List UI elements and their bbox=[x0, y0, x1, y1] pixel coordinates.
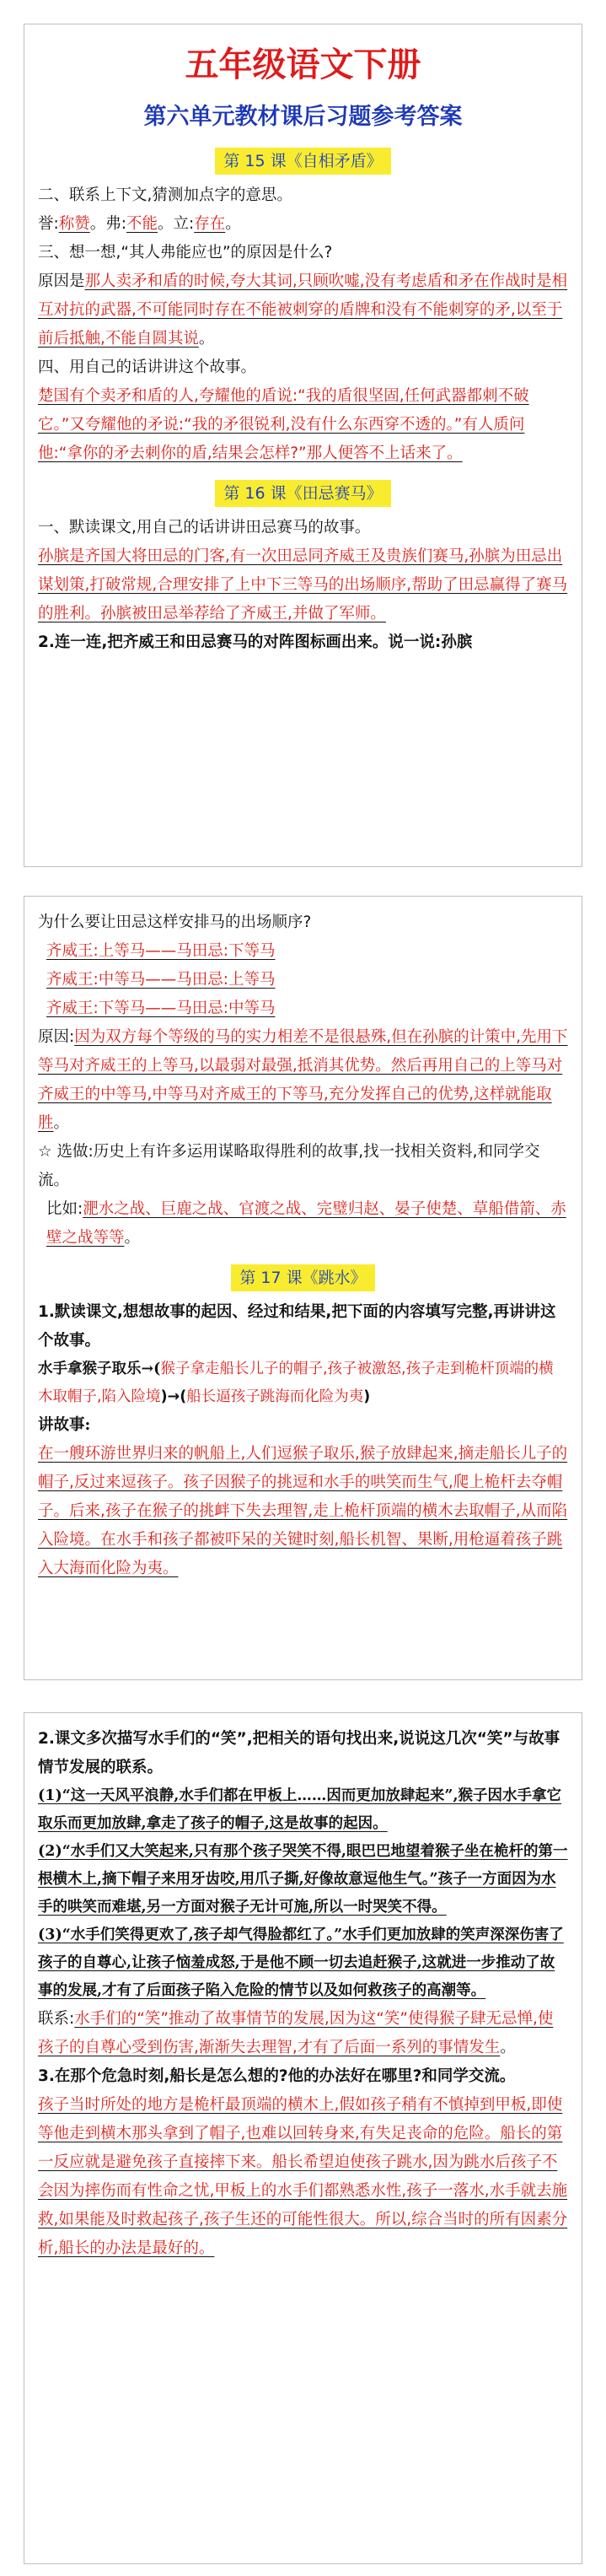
l15-question-2-answers bbox=[38, 210, 568, 239]
l17-story-text: 在一艘环游世界归来的帆船上,人们逗猴子取乐,猴子放肆起来,摘走船长儿子的帽子,反过来逗孩子。孩子因猴子的挑逗和水手的哄笑而生气,爬上桅杆去夺帽子。后来,孩子在猴子的挑衅下失去理智,走上桅杆顶端的横木去取帽子,从而陷入险境。在水手和孩子都被吓呆的关键时刻,船长机智、果断,用枪逼着孩子跳入大海而化险为夷。 bbox=[38, 1445, 568, 1577]
header bbox=[38, 36, 568, 136]
laugh-1-text: (1)“这一天风平浪静,水手们都在甲板上……因而更加放肆起来”,猴子因水手拿它取乐而更加放肆,拿走了孩子的帽子,这是故事的起因。 bbox=[38, 1787, 562, 1832]
l17-laugh-1 bbox=[38, 1782, 568, 1838]
page-subtitle: 第六单元教材课后习题参考答案 bbox=[143, 104, 463, 130]
l17-laugh-2 bbox=[38, 1838, 568, 1921]
l17-link-text: 水手们的“笑”推动了故事情节的发展,因为这“笑”使得猴子肆无忌惮,使孩子的自尊心受到伤害,渐渐失去理智,才有了后面一系列的事情发生 bbox=[38, 2010, 554, 2056]
l16-question-2-part-2: 为什么要让田忌这样安排马的出场顺序? bbox=[38, 913, 312, 931]
l17-flow-b: 船长逼孩子跳海而化险为夷 bbox=[186, 1388, 364, 1405]
l17-flow-a: 猴子拿走船长儿子的帽子,孩子被激怒,孩子走到桅杆顶端的横木取帽子,陷入险境 bbox=[38, 1361, 554, 1405]
l17-question-3-answer bbox=[38, 2091, 568, 2263]
l16-extra-answer-text: 淝水之战、巨鹿之战、官渡之战、完璧归赵、晏子使楚、草船借箭、赤壁之战等等 bbox=[46, 1200, 566, 1247]
lesson-17-tag: 第 17 课《跳水》 bbox=[231, 1264, 374, 1291]
l15-question-2: 二、联系上下文,猜测加点字的意思。 bbox=[38, 186, 292, 204]
l16-extra-lead: 比如: bbox=[46, 1200, 83, 1218]
l16-match-1 bbox=[38, 937, 568, 966]
l15-q2-li-label: 。立: bbox=[158, 215, 195, 233]
l15-q3-answer-text: 那人卖矛和盾的时候,夸大其词,只顾吹嘘,没有考虑盾和矛在作战时是相互对抗的武器,不可能同时存在不能被刺穿的盾牌和没有不能刺穿的矛,以至于前后抵触,不能自圆其说 bbox=[38, 272, 568, 348]
l16-reason bbox=[38, 1023, 568, 1138]
l15-q2-yu-answer: 称赞 bbox=[58, 215, 90, 233]
l16-extra-answer bbox=[38, 1195, 568, 1253]
l16-extra-question: ☆ 选做:历史上有许多运用谋略取得胜利的故事,找一找相关资料,和同学交流。 bbox=[38, 1143, 540, 1189]
l15-q3-end: 。 bbox=[198, 330, 215, 348]
l17-q3-answer-text: 孩子当时所处的地方是桅杆最顶端的横木上,假如孩子稍有不慎掉到甲板,即使等他走到横木那头拿到了帽子,也难以回转身来,有失足丧命的危险。船长的第一反应就是避免孩子直接摔下来。船长希望迫使孩子跳水,因为跳水后孩子不会因为摔伤而有性命之忧,甲板上的水手们都熟悉水性,孩子一落水,水手就去施救,如果能及时救起孩子,孩子生还的可能性很大。所以,综合当时的所有因素分析,船长的办法是最好的。 bbox=[38, 2096, 568, 2257]
l17-question-3: 3.在那个危急时刻,船长是怎么想的?他的办法好在哪里?和同学交流。 bbox=[38, 2067, 516, 2085]
l15-q2-yu-label: 誉: bbox=[38, 215, 59, 233]
l15-question-3: 三、想一想,“其人弗能应也”的原因是什么? bbox=[38, 244, 333, 261]
l16-match-3 bbox=[38, 994, 568, 1023]
l17-link bbox=[38, 2005, 568, 2062]
l16-reason-end: 。 bbox=[53, 1114, 70, 1132]
l17-question-2: 2.课文多次描写水手们的“笑”,把相关的语句找出来,说说这几次“笑”与故事情节发展的联系。 bbox=[38, 1730, 560, 1776]
l15-q3-lead: 原因是 bbox=[38, 272, 85, 290]
l17-question-1: 1.默读课文,想想故事的起因、经过和结果,把下面的内容填写完整,再讲讲这个故事。 bbox=[38, 1303, 556, 1350]
match-line-2: 齐威王:中等马——马田忌:上等马 bbox=[46, 971, 276, 989]
l16-q1-answer-text: 孙膑是齐国大将田忌的门客,有一次田忌同齐威王及贵族们赛马,孙膑为田忌出谋划策,打破常规,合理安排了上中下三等马的出场顺序,帮助了田忌赢得了赛马的胜利。孙膑被田忌举荐给了齐威王,并做了军师。 bbox=[38, 547, 568, 622]
l15-q4-answer-text: 楚国有个卖矛和盾的人,夸耀他的盾说:“我的盾很坚固,任何武器都刺不破它。”又夸耀他的矛说:“我的矛很锐利,没有什么东西穿不透的。”有人质问他:“拿你的矛去刺你的盾,结果会怎样?”那人便答不上话来了。 bbox=[38, 387, 529, 462]
answer-card-3 bbox=[24, 1712, 582, 2564]
lesson-15-tag: 第 15 课《自相矛盾》 bbox=[215, 148, 390, 175]
l16-question-2-part-1: 2.连一连,把齐威王和田忌赛马的对阵图标画出来。说一说:孙膑 bbox=[38, 633, 473, 651]
l15-question-3-answer bbox=[38, 267, 568, 353]
l15-q2-fu-label: 。弗: bbox=[89, 215, 126, 233]
l15-q2-li-answer: 存在 bbox=[194, 215, 226, 233]
laugh-2-text: (2)“水手们又大笑起来,只有那个孩子哭笑不得,眼巴巴地望着猴子坐在桅杆的第一根横木上,摘下帽子来用牙齿咬,用爪子撕,好像故意逗他生气。”孩子一方面因为水手的哄笑而难堪,另一方面对猴子无计可施,所以一时哭笑不得。 bbox=[38, 1843, 568, 1916]
l17-flow-end: ) bbox=[363, 1388, 371, 1405]
l16-question-1-answer bbox=[38, 542, 568, 628]
l15-question-4-answer bbox=[38, 382, 568, 468]
l17-flow bbox=[38, 1355, 568, 1411]
l16-match-2 bbox=[38, 966, 568, 994]
l16-reason-lead: 原因: bbox=[38, 1028, 75, 1046]
answer-card-2 bbox=[24, 896, 582, 1680]
l17-flow-mid: )→( bbox=[160, 1388, 187, 1405]
l15-q2-fu-answer: 不能 bbox=[126, 215, 158, 233]
l17-link-lead: 联系: bbox=[38, 2010, 75, 2028]
l17-story-label: 讲故事: bbox=[38, 1416, 91, 1434]
l17-story bbox=[38, 1440, 568, 1583]
match-line-3: 齐威王:下等马——马田忌:中等马 bbox=[46, 1000, 276, 1017]
answer-card-1 bbox=[24, 24, 582, 867]
l17-laugh-3 bbox=[38, 1921, 568, 2005]
page-title: 五年级语文下册 bbox=[185, 45, 421, 84]
l16-reason-text: 因为双方每个等级的马的实力相差不是很悬殊,但在孙膑的计策中,先用下等马对齐威王的上等马,以最弱对最强,抵消其优势。然后再用自己的上等马对齐威王的中等马,中等马对齐威王的下等马,充分发挥自己的优势,这样就能取胜 bbox=[38, 1028, 568, 1132]
l17-link-end: 。 bbox=[500, 2039, 516, 2056]
lesson-16-tag: 第 16 课《田忌赛马》 bbox=[215, 480, 390, 507]
l17-flow-lead: 水手拿猴子取乐→( bbox=[38, 1361, 161, 1377]
l15-q2-end: 。 bbox=[225, 215, 241, 233]
laugh-3-text: (3)“水手们笑得更欢了,孩子却气得脸都红了。”水手们更加放肆的笑声深深伤害了孩子的自尊心,让孩子恼羞成怒,于是他不顾一切去追赶猴子,这就进一步推动了故事的发展,才有了后面孩子陷入危险的情节以及如何救孩子的高潮等。 bbox=[38, 1927, 564, 1999]
match-line-1: 齐威王:上等马——马田忌:下等马 bbox=[46, 942, 276, 960]
l16-question-1: 一、默读课文,用自己的话讲讲田忌赛马的故事。 bbox=[38, 519, 371, 536]
l16-extra-end: 。 bbox=[124, 1229, 141, 1247]
l15-question-4: 四、用自己的话讲讲这个故事。 bbox=[38, 358, 257, 376]
